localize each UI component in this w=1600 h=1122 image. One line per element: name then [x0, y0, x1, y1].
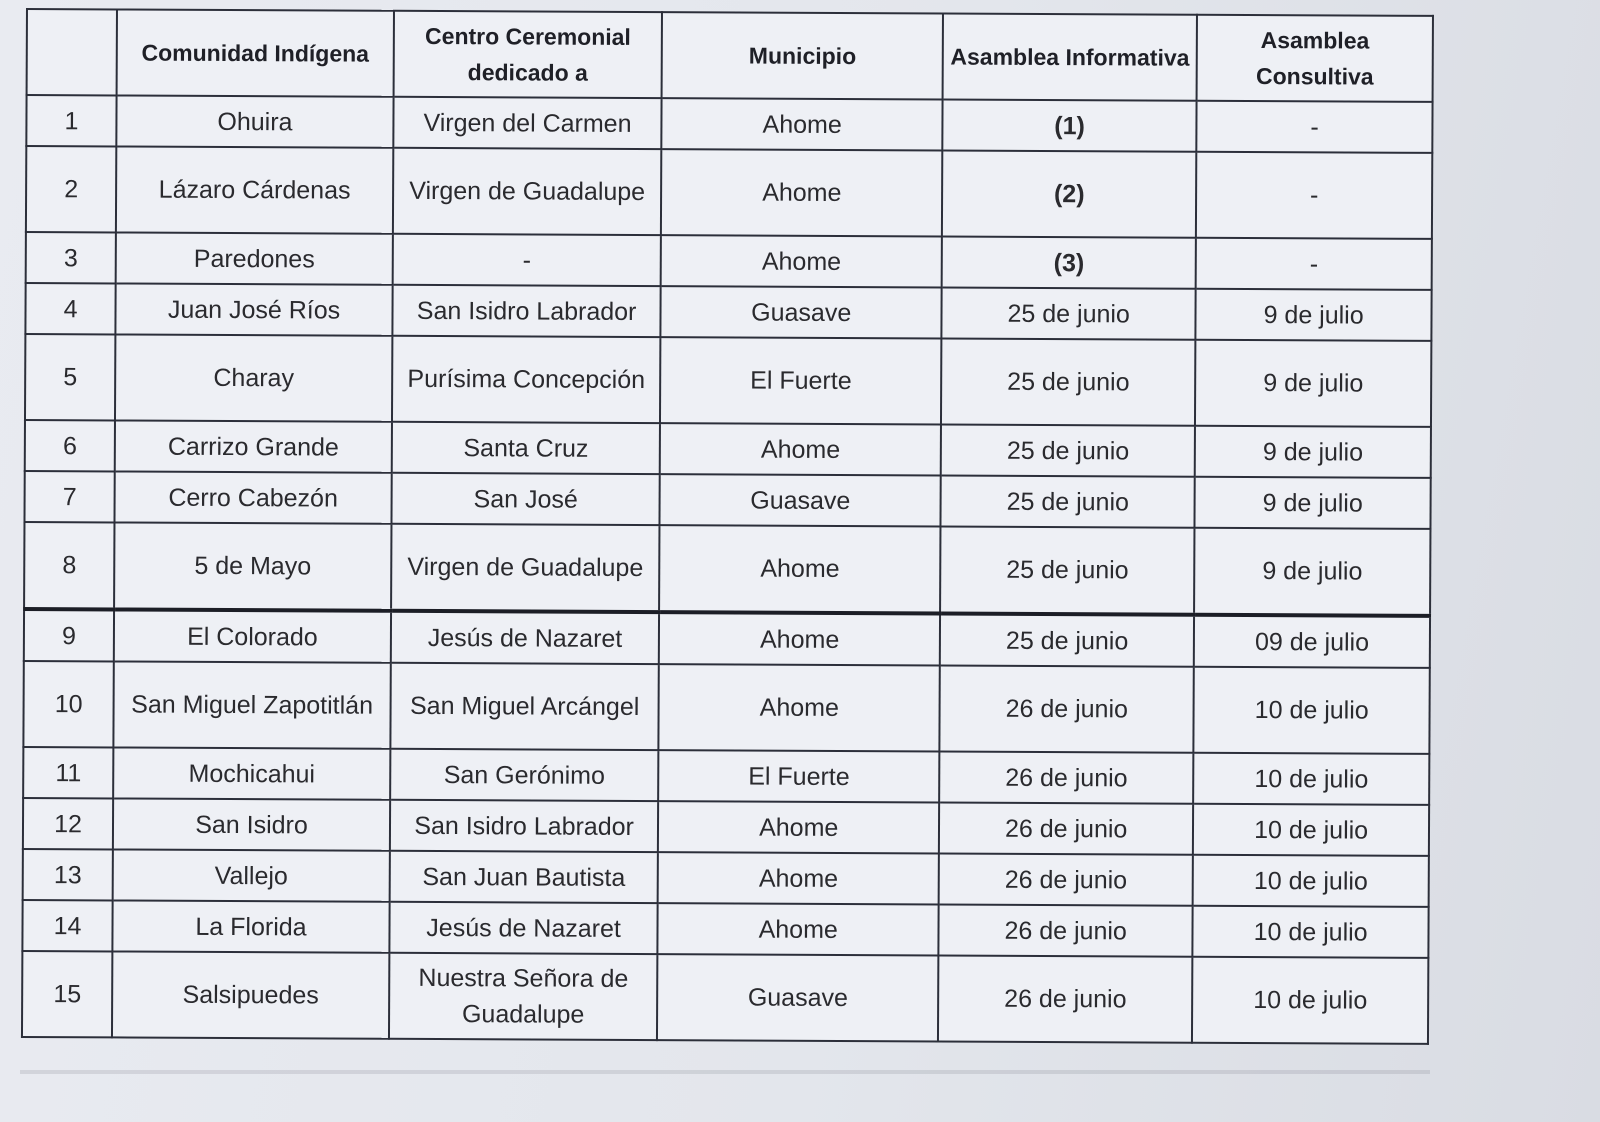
- row-number: 3: [26, 232, 116, 283]
- asamblea-consultiva-cell: -: [1197, 101, 1433, 153]
- comunidad-cell: Lázaro Cárdenas: [116, 146, 393, 233]
- header-row: [27, 9, 1433, 102]
- table-row: [23, 798, 1429, 856]
- municipio-cell: Guasave: [657, 954, 938, 1041]
- asamblea-informativa-cell: 25 de junio: [941, 475, 1195, 527]
- row-number: 4: [25, 283, 115, 334]
- asamblea-informativa-cell: 25 de junio: [940, 526, 1195, 614]
- asamblea-informativa-cell: 26 de junio: [939, 751, 1193, 803]
- municipio-cell: Ahome: [659, 525, 940, 613]
- municipio-cell: El Fuerte: [660, 337, 941, 424]
- centro-ceremonial-cell: Jesús de Nazaret: [389, 902, 658, 954]
- asamblea-consultiva-cell: -: [1196, 238, 1432, 290]
- municipio-cell: Ahome: [662, 98, 943, 150]
- centro-ceremonial-cell: San Isidro Labrador: [390, 800, 659, 852]
- row-number: 1: [26, 95, 116, 146]
- asamblea-informativa-cell: 26 de junio: [939, 904, 1193, 956]
- table-row: [24, 522, 1430, 616]
- municipio-cell: Ahome: [659, 612, 940, 665]
- header-asamblea-informativa: Asamblea Informativa: [943, 13, 1198, 100]
- asamblea-informativa-cell: 25 de junio: [942, 287, 1196, 339]
- row-number: 9: [24, 609, 114, 661]
- centro-ceremonial-cell: San José: [391, 473, 660, 525]
- comunidad-cell: San Isidro: [113, 798, 390, 850]
- table-row: [25, 334, 1431, 427]
- asamblea-consultiva-cell: 9 de julio: [1195, 426, 1431, 478]
- asamblea-consultiva-cell: 10 de julio: [1194, 667, 1430, 754]
- centro-ceremonial-cell: San Juan Bautista: [389, 851, 658, 903]
- table-row: [24, 471, 1430, 529]
- municipio-cell: Ahome: [659, 664, 940, 751]
- comunidad-cell: Charay: [115, 334, 392, 421]
- table-row: [26, 232, 1432, 290]
- table-row: [25, 283, 1431, 341]
- comunidad-cell: Salsipuedes: [112, 951, 389, 1038]
- table-row: [26, 95, 1432, 153]
- header-number: [27, 9, 118, 95]
- asamblea-consultiva-cell: 10 de julio: [1193, 804, 1429, 856]
- comunidad-cell: Paredones: [116, 232, 393, 284]
- centro-ceremonial-cell: Santa Cruz: [392, 422, 661, 474]
- table-row: [22, 900, 1428, 958]
- comunidad-cell: Carrizo Grande: [115, 420, 392, 472]
- municipio-cell: Ahome: [661, 235, 942, 287]
- asamblea-consultiva-cell: 10 de julio: [1192, 957, 1428, 1044]
- row-number: 13: [23, 849, 113, 900]
- municipio-cell: Ahome: [661, 149, 942, 236]
- asamblea-informativa-cell: 25 de junio: [941, 424, 1195, 476]
- comunidad-cell: Vallejo: [113, 849, 390, 901]
- comunidad-cell: San Miguel Zapotitlán: [114, 661, 391, 748]
- header-asamblea-consultiva: Asamblea Consultiva: [1197, 15, 1433, 102]
- municipio-cell: Ahome: [660, 423, 941, 475]
- centro-ceremonial-cell: Virgen de Guadalupe: [391, 524, 660, 612]
- asamblea-informativa-cell: 26 de junio: [939, 853, 1193, 905]
- table-row: [23, 661, 1429, 754]
- asamblea-consultiva-cell: 9 de julio: [1196, 289, 1432, 341]
- header-municipio: Municipio: [662, 12, 943, 99]
- comunidad-cell: Ohuira: [116, 95, 393, 147]
- comunidad-cell: El Colorado: [114, 609, 391, 662]
- centro-ceremonial-cell: Virgen de Guadalupe: [393, 148, 662, 235]
- asamblea-informativa-cell: (1): [942, 99, 1196, 151]
- asamblea-informativa-cell: 25 de junio: [940, 613, 1194, 666]
- sheet-shadow: [20, 1070, 1430, 1074]
- asamblea-informativa-cell: 26 de junio: [939, 802, 1193, 854]
- asamblea-informativa-cell: 25 de junio: [941, 338, 1196, 425]
- asamblea-consultiva-cell: 10 de julio: [1193, 855, 1429, 907]
- municipio-cell: Ahome: [658, 852, 939, 904]
- table-row: [22, 951, 1428, 1044]
- table-row: [26, 146, 1432, 239]
- asamblea-informativa-cell: 26 de junio: [938, 955, 1193, 1042]
- document-sheet: [21, 8, 1434, 1045]
- row-number: 10: [23, 661, 114, 747]
- comunidad-cell: Cerro Cabezón: [115, 471, 392, 523]
- asamblea-informativa-cell: (2): [942, 150, 1197, 237]
- municipio-cell: Ahome: [658, 801, 939, 853]
- asamblea-consultiva-cell: 10 de julio: [1193, 906, 1429, 958]
- centro-ceremonial-cell: Purísima Concepción: [392, 336, 661, 423]
- centro-ceremonial-cell: San Gerónimo: [390, 749, 659, 801]
- table-row: [24, 609, 1430, 668]
- row-number: 14: [22, 900, 112, 951]
- row-number: 8: [24, 522, 115, 609]
- municipio-cell: Guasave: [661, 286, 942, 338]
- municipio-cell: Ahome: [658, 903, 939, 955]
- asamblea-informativa-cell: (3): [942, 236, 1196, 288]
- row-number: 11: [23, 747, 113, 798]
- municipio-cell: El Fuerte: [658, 750, 939, 802]
- comunidad-cell: 5 de Mayo: [114, 522, 391, 610]
- centro-ceremonial-cell: San Miguel Arcángel: [390, 663, 659, 750]
- centro-ceremonial-cell: -: [393, 234, 662, 286]
- asamblea-consultiva-cell: 9 de julio: [1194, 528, 1430, 616]
- row-number: 15: [22, 951, 113, 1037]
- comunidad-cell: Mochicahui: [113, 747, 390, 799]
- header-centro-ceremonial: Centro Ceremonial dedicado a: [393, 11, 662, 98]
- row-number: 12: [23, 798, 113, 849]
- row-number: 6: [25, 420, 115, 471]
- centro-ceremonial-cell: Virgen del Carmen: [393, 97, 662, 149]
- comunidad-cell: La Florida: [113, 900, 390, 952]
- table-row: [23, 747, 1429, 805]
- centro-ceremonial-cell: Nuestra Señora de Guadalupe: [389, 953, 658, 1040]
- asamblea-consultiva-cell: 9 de julio: [1195, 340, 1431, 427]
- table-row: [25, 420, 1431, 478]
- asamblea-consultiva-cell: 09 de julio: [1194, 615, 1430, 668]
- municipio-cell: Guasave: [660, 474, 941, 526]
- centro-ceremonial-cell: San Isidro Labrador: [392, 285, 661, 337]
- row-number: 7: [24, 471, 114, 522]
- comunidad-cell: Juan José Ríos: [116, 283, 393, 335]
- centro-ceremonial-cell: Jesús de Nazaret: [391, 611, 660, 664]
- asamblea-consultiva-cell: 9 de julio: [1195, 477, 1431, 529]
- asamblea-consultiva-cell: -: [1196, 152, 1432, 239]
- consultation-schedule-table: [21, 8, 1434, 1045]
- row-number: 5: [25, 334, 116, 420]
- asamblea-informativa-cell: 26 de junio: [940, 665, 1195, 752]
- header-comunidad: Comunidad Indígena: [117, 9, 394, 96]
- row-number: 2: [26, 146, 117, 232]
- table-row: [23, 849, 1429, 907]
- asamblea-consultiva-cell: 10 de julio: [1193, 753, 1429, 805]
